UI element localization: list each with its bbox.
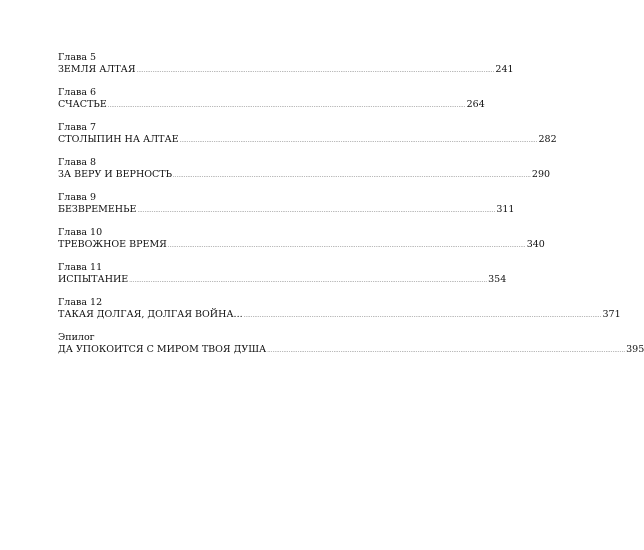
dot-leader: ........................................................................................................................................................................................................ (137, 208, 496, 214)
chapter-label: Глава 6 (58, 87, 97, 98)
toc-line (58, 168, 551, 183)
toc-line (58, 98, 485, 113)
chapter-title: ЗЕМЛЯ АЛТАЯ (58, 64, 136, 75)
chapter-label: Глава 8 (58, 157, 97, 168)
toc-line (58, 133, 557, 148)
chapter-title: ТАКАЯ ДОЛГАЯ, ДОЛГАЯ ВОЙНА... (58, 309, 243, 320)
chapter-label: Глава 9 (58, 192, 97, 203)
chapter-title: БЕЗВРЕМЕНЬЕ (58, 204, 137, 215)
dot-leader: ........................................................................................................................................................................................................ (267, 348, 626, 354)
chapter-title: ДА УПОКОИТСЯ С МИРОМ ТВОЯ ДУША (58, 344, 267, 355)
chapter-label: Глава 11 (58, 262, 103, 273)
page-number: 241 (495, 64, 514, 75)
toc-entry-chapter-5 (58, 52, 514, 78)
chapter-title: ТРЕВОЖНОЕ ВРЕМЯ (58, 239, 167, 250)
toc-line (58, 308, 621, 323)
dot-leader: ........................................................................................................................................................................................................ (243, 313, 602, 319)
chapter-title: ЗА ВЕРУ И ВЕРНОСТЬ (58, 169, 173, 180)
page-number: 311 (496, 204, 515, 215)
toc-entry-chapter-11 (58, 262, 507, 288)
dot-leader: ........................................................................................................................................................................................................ (167, 243, 526, 249)
dot-leader: ........................................................................................................................................................................................................ (173, 173, 531, 179)
chapter-label: Эпилог (58, 332, 95, 343)
dot-leader: ........................................................................................................................................................................................................ (107, 103, 466, 109)
toc-line (58, 63, 514, 78)
page-number: 371 (602, 309, 621, 320)
chapter-label: Глава 10 (58, 227, 103, 238)
chapter-title: СЧАСТЬЕ (58, 99, 107, 110)
page-number: 282 (538, 134, 557, 145)
toc-entry-chapter-7 (58, 122, 557, 148)
dot-leader: ........................................................................................................................................................................................................ (129, 278, 488, 284)
table-of-contents (58, 52, 644, 367)
chapter-label: Глава 5 (58, 52, 97, 63)
page-number: 264 (466, 99, 485, 110)
dot-leader: ........................................................................................................................................................................................................ (179, 138, 538, 144)
toc-entry-chapter-9 (58, 192, 515, 218)
dot-leader: ........................................................................................................................................................................................................ (136, 68, 495, 74)
toc-entry-chapter-12 (58, 297, 621, 323)
toc-line (58, 238, 545, 253)
toc-entry-chapter-8 (58, 157, 551, 183)
toc-entry-chapter-6 (58, 87, 485, 113)
toc-line (58, 343, 644, 358)
page-number: 340 (526, 239, 545, 250)
toc-line (58, 203, 515, 218)
page-number: 354 (488, 274, 507, 285)
chapter-label: Глава 7 (58, 122, 97, 133)
chapter-title: ИСПЫТАНИЕ (58, 274, 129, 285)
page-number: 290 (531, 169, 551, 180)
chapter-label: Глава 12 (58, 297, 103, 308)
toc-entry-chapter-10 (58, 227, 545, 253)
toc-entry-epilogue (58, 332, 644, 358)
toc-line (58, 273, 507, 288)
chapter-title: СТОЛЫПИН НА АЛТАЕ (58, 134, 179, 145)
page-number: 395 (626, 344, 644, 355)
